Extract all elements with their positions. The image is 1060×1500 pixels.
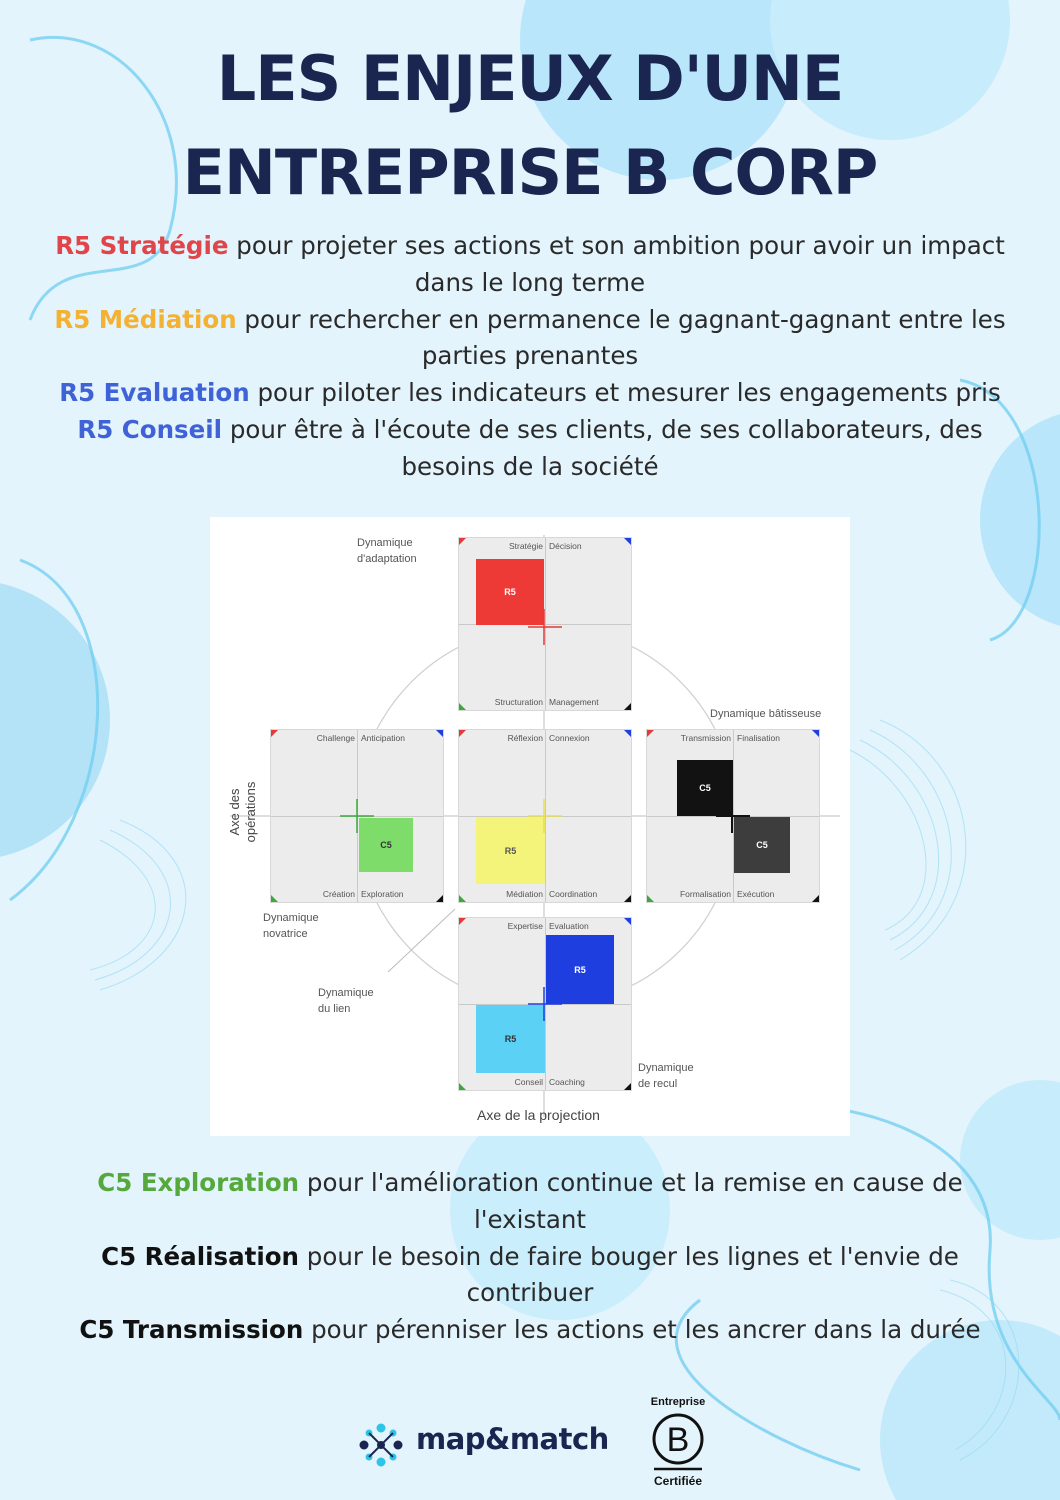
transmission-text-1: pour pérenniser les actions et les ancrer dans la durée xyxy=(303,1315,981,1345)
corner-black-marker xyxy=(436,895,443,902)
corner-black-marker xyxy=(624,703,631,710)
strategie-text-2: dans le long terme xyxy=(414,267,646,297)
dynamique-text: Dynamique xyxy=(638,1062,694,1074)
quadrant-label: Conseil xyxy=(514,1077,543,1087)
corner-blue-marker xyxy=(624,918,631,925)
box-reflexion-connexion xyxy=(458,729,632,903)
quadrant-label: Transmission xyxy=(680,733,731,743)
evaluation-label: R5 Evaluation xyxy=(59,378,250,408)
quadrant-label: Evaluation xyxy=(549,921,589,931)
mediation-text-2: parties prenantes xyxy=(421,341,639,371)
corner-black-marker xyxy=(812,895,819,902)
dynamique-text: Dynamique xyxy=(357,537,413,549)
quadrant-label: Challenge xyxy=(316,733,355,743)
exploration-line xyxy=(50,1165,1010,1202)
dynamique-novatrice-label xyxy=(263,910,319,942)
title-line-1: LES ENJEUX D'UNE xyxy=(216,42,844,115)
strategie-label: R5 Stratégie xyxy=(55,231,229,260)
evaluation-line xyxy=(50,375,1010,412)
quadrant-label: Coordination xyxy=(549,889,598,899)
exploration-text-1: pour l'amélioration continue et la remise en cause de xyxy=(299,1168,963,1197)
map-match-brand: map&match xyxy=(416,1422,609,1456)
dynamique-text: Dynamique xyxy=(318,987,374,999)
quadrant-label: Exécution xyxy=(737,889,775,899)
quadrant-label: Médiation xyxy=(506,889,543,899)
quadrant-label: Coaching xyxy=(549,1077,585,1087)
dynamique-adaptation-label xyxy=(357,535,417,567)
dynamique-text: du lien xyxy=(318,1003,351,1015)
dynamique-text: Dynamique xyxy=(263,912,319,924)
realisation-label: C5 Réalisation xyxy=(101,1241,299,1271)
r5-c5-diagram xyxy=(210,517,850,1136)
title-line-2: ENTREPRISE B CORP xyxy=(182,136,878,209)
strategie-text-1: pour projeter ses actions et son ambition pour avoir un impact xyxy=(228,231,1005,260)
map-match-logo-icon xyxy=(354,1418,408,1472)
closing-paragraph xyxy=(50,1165,1010,1349)
square-c5-transmission: C5 xyxy=(677,760,733,816)
corner-black-marker xyxy=(624,1083,631,1090)
exploration-text-2: l'existant xyxy=(473,1204,586,1234)
bcorp-top-label: Entreprise xyxy=(650,1396,706,1408)
transmission-line xyxy=(50,1312,1010,1349)
corner-black-marker xyxy=(624,895,631,902)
box-strategie-decision xyxy=(458,537,632,711)
axis-text: opérations xyxy=(243,781,258,843)
intro-paragraph xyxy=(50,228,1010,486)
bcorp-letter: B xyxy=(666,1421,690,1459)
dynamique-text: d'adaptation xyxy=(357,553,417,565)
square-r5-conseil: R5 xyxy=(476,1005,545,1073)
quadrant-label: Formalisation xyxy=(679,889,731,899)
quadrant-label: Exploration xyxy=(361,889,404,899)
axis-text: Axe des xyxy=(227,788,242,836)
dynamique-lien-connector xyxy=(388,909,455,972)
axis-projection-label: Axe de la projection xyxy=(477,1107,600,1123)
quadrant-label: Structuration xyxy=(494,697,543,707)
quadrant-label: Création xyxy=(322,889,355,899)
mediation-text-1: pour rechercher en permanence le gagnant-gagnant entre les xyxy=(236,304,1006,334)
realisation-line xyxy=(50,1239,1010,1276)
quadrant-label: Management xyxy=(549,697,599,707)
dynamique-lien-label xyxy=(318,985,374,1017)
quadrant-label: Stratégie xyxy=(508,541,543,551)
bcorp-bottom-label: Certifiée xyxy=(653,1474,703,1488)
square-r5-strategie: R5 xyxy=(476,559,544,625)
quadrant-label: Finalisation xyxy=(737,733,780,743)
dynamique-text: de recul xyxy=(638,1078,678,1090)
mediation-line xyxy=(50,302,1010,339)
square-c5-execution: C5 xyxy=(734,817,790,873)
corner-blue-marker xyxy=(624,538,631,545)
corner-blue-marker xyxy=(624,730,631,737)
quadrant-label: Réflexion xyxy=(507,733,543,743)
box-transmission-finalisation xyxy=(646,729,820,903)
axis-operations-label xyxy=(227,772,259,852)
mediation-label: R5 Médiation xyxy=(54,304,237,334)
dynamique-batisseuse-label: Dynamique bâtisseuse xyxy=(710,708,822,720)
dynamique-text: novatrice xyxy=(263,928,308,940)
realisation-text-1: pour le besoin de faire bouger les lignes et l'envie de xyxy=(299,1241,959,1271)
quadrant-label: Anticipation xyxy=(361,733,405,743)
corner-blue-marker xyxy=(812,730,819,737)
realisation-text-2: contribuer xyxy=(466,1278,594,1308)
square-r5-evaluation: R5 xyxy=(546,935,614,1004)
corner-blue-marker xyxy=(436,730,443,737)
square-r5-mediation: R5 xyxy=(476,817,545,884)
b-corp-logo-icon xyxy=(650,1412,706,1472)
quadrant-label: Connexion xyxy=(549,733,590,743)
conseil-line xyxy=(50,412,1010,449)
square-c5-exploration: C5 xyxy=(359,818,413,872)
dynamique-recul-label xyxy=(638,1060,694,1092)
page-title xyxy=(0,32,1060,220)
quadrant-label: Expertise xyxy=(507,921,543,931)
transmission-label: C5 Transmission xyxy=(79,1315,304,1345)
conseil-text-1: pour être à l'écoute de ses clients, de ses collaborateurs, des xyxy=(222,414,983,444)
strategie-line xyxy=(50,228,1010,265)
evaluation-text-1: pour piloter les indicateurs et mesurer les engagements pris xyxy=(249,378,1001,408)
box-expertise-evaluation xyxy=(458,917,632,1091)
conseil-label: R5 Conseil xyxy=(77,414,223,444)
exploration-label: C5 Exploration xyxy=(97,1168,300,1197)
quadrant-label: Décision xyxy=(549,541,582,551)
conseil-text-2: besoins de la société xyxy=(401,451,659,481)
box-challenge-anticipation xyxy=(270,729,444,903)
